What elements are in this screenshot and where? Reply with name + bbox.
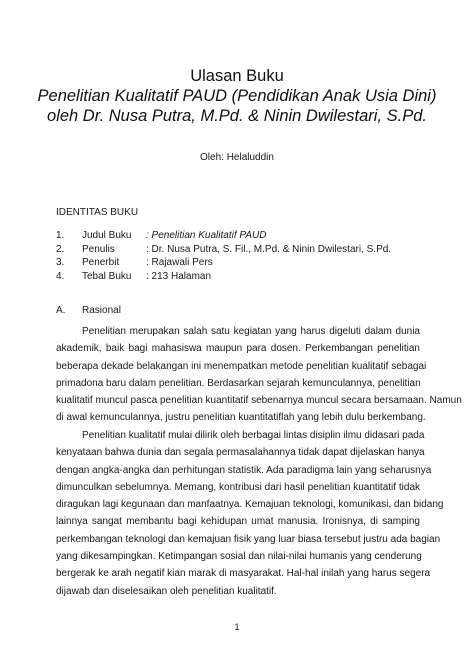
paragraph-line: dimunculkan sebelumnya. Memang, kontribusi dari hasil penelitian kuantitatif tidak — [56, 481, 420, 493]
rasional-heading — [56, 305, 121, 316]
identity-heading: IDENTITAS BUKU — [56, 207, 139, 218]
paragraph-line: Penelitian kualitatif mulai dilirik oleh berbagai lintas disiplin ilmu didasari pada — [82, 430, 425, 441]
page-number: 1 — [234, 622, 240, 632]
paragraph-line: primadona baru dalam penelitian. Berdasarkan sejarah kemunculannya, penelitian — [56, 377, 421, 389]
author-line: Oleh: Helaluddin — [200, 152, 274, 163]
paragraph-line: di awal kemunculannya, justru penelitian kuantitatiflah yang lebih dulu berkembang. — [56, 412, 426, 424]
identity-value: : Rajawali Pers — [146, 257, 213, 268]
paragraph-line: beberapa dekade belakangan ini menempatkan metode penelitian kualitatif sebagai — [56, 360, 427, 372]
rasional-title: Rasional — [82, 305, 121, 316]
paragraph-line: Penelitian merupakan salah satu kegiatan yang harus digeluti dalam dunia — [82, 326, 420, 337]
title-line-3: oleh Dr. Nusa Putra, M.Pd. & Ninin Dwilestari, S.Pd. — [47, 107, 427, 125]
paragraph-2 — [56, 427, 444, 600]
paragraph-line: dengan angka-angka dan perhitungan statistik. Ada paradigma lain yang seharusnya — [56, 464, 432, 476]
identity-value: : Dr. Nusa Putra, S. Fil., M.Pd. & Ninin Dwilestari, S.Pd. — [146, 243, 392, 255]
paragraph-line: dijawab dan diselesaikan oleh penelitian kualitatif. — [56, 585, 277, 597]
identity-value: : 213 Halaman — [146, 270, 212, 282]
paragraph-line: diragukan lagi kegunaan dan manfaatnya. Kemajuan teknologi, komunikasi, dan bidang — [56, 499, 444, 511]
rasional-letter: A. — [56, 305, 66, 316]
identity-label: Judul Buku — [82, 230, 132, 241]
paragraph-line: kenyataan bahwa dunia dan segala permasalahannya tidak dapat dijelaskan hanya — [56, 447, 425, 459]
identity-label: Penerbit — [82, 257, 120, 268]
title-block — [0, 66, 474, 126]
title-line-1: Ulasan Buku — [190, 67, 284, 85]
identity-label: Penulis — [82, 243, 115, 255]
paragraph-line: bergerak ke arah negatif kian marak di masyarakat. Hal-hal inilah yang harus segera — [56, 568, 431, 580]
paragraph-line: perkembangan teknologi dan kemajuan fisik yang luar biasa tersebut justru ada bagian — [56, 533, 441, 545]
identity-num: 3. — [56, 257, 65, 268]
paragraph-line: yang dikesampingkan. Ketimpangan sosial dan nilai-nilai humanis yang cenderung — [56, 551, 422, 563]
identity-num: 2. — [56, 243, 65, 255]
paragraph-line: kualitatif muncul pasca penelitian kuantitatif sebenarnya muncul secara bersamaan. Namun — [56, 395, 462, 407]
identity-num: 1. — [56, 230, 65, 241]
identity-value: : Penelitian Kualitatif PAUD — [146, 230, 267, 241]
paragraph-1 — [56, 323, 462, 427]
paragraph-line: akademik, baik bagi mahasiswa maupun para dosen. Perkembangan penelitian — [56, 343, 420, 355]
paragraph-line: lainnya sangat membantu bagi kehidupan umat manusia. Ironisnya, di samping — [56, 516, 420, 528]
title-line-2: Penelitian Kualitatif PAUD (Pendidikan Anak Usia Dini) — [37, 87, 437, 105]
identity-label: Tebal Buku — [82, 270, 132, 282]
identity-num: 4. — [56, 270, 65, 282]
